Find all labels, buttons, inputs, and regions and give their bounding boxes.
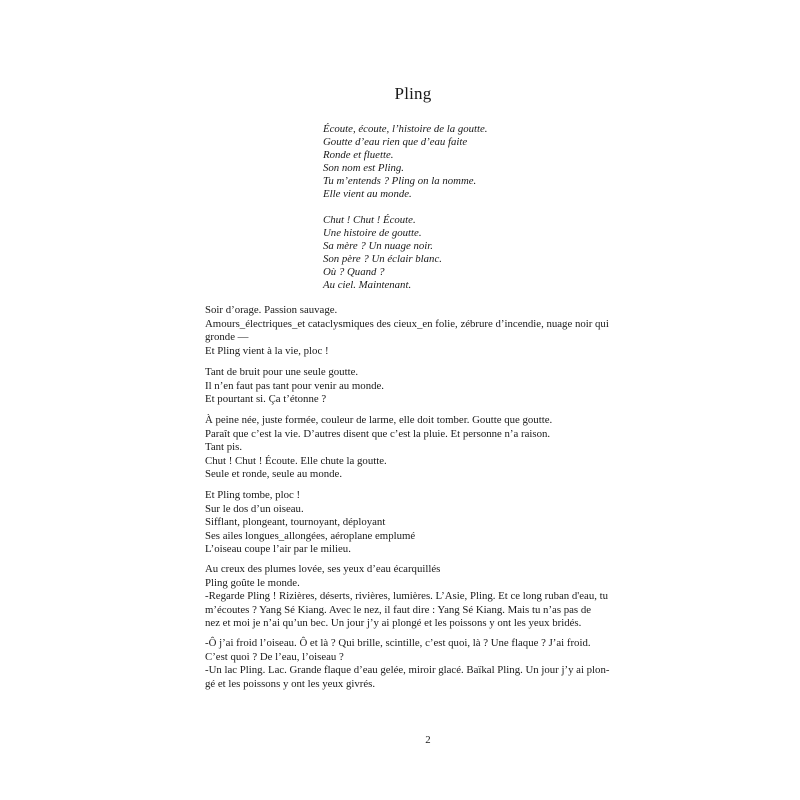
prose-line: Tant pis.	[205, 441, 243, 453]
prose-line: Seule et ronde, seule au monde.	[205, 468, 343, 480]
poem-line: Une histoire de goutte.	[323, 227, 422, 240]
paragraph-4	[205, 489, 635, 557]
prose-line: À peine née, juste formée, couleur de larme, elle doit tomber. Goutte que goutte.	[205, 414, 553, 426]
prose-line: Sifflant, plongeant, tournoyant, déployant	[205, 516, 386, 528]
prose-line: Et pourtant si. Ça t’étonne ?	[205, 393, 327, 405]
prose-line: nez et moi je n’ai qu’un bec. Un jour j’y ai plongé et les poissons y ont les yeux bridés.	[205, 617, 582, 629]
poem-line: Où ? Quand ?	[323, 266, 385, 279]
poem-line: Écoute, écoute, l’histoire de la goutte.	[323, 123, 488, 135]
poem-line: Tu m’entends ? Pling on la nomme.	[323, 175, 477, 188]
paragraph-1	[205, 304, 635, 358]
poem-line: Goutte d’eau rien que d’eau faite	[323, 136, 468, 149]
prose-line: Il n’en faut pas tant pour venir au monde.	[205, 379, 384, 392]
prose-line: Sur le dos d’un oiseau.	[205, 502, 304, 515]
paragraph-3	[205, 414, 635, 482]
prose-line: Amours_électriques_et cataclysmiques des cieux_en folie, zébrure d’incendie, nuage noir qui	[205, 317, 609, 330]
prose-line: Tant de bruit pour une seule goutte.	[205, 366, 359, 378]
prose-line: Soir d’orage. Passion sauvage.	[205, 304, 338, 316]
prose-line: -Ô j’ai froid l’oiseau. Ô et là ? Qui brille, scintille, c’est quoi, là ? Une flaque ? J’ai froid.	[205, 637, 591, 649]
prose-line: Chut ! Chut ! Écoute. Elle chute la goutte.	[205, 454, 387, 467]
prose-line: L’oiseau coupe l’air par le milieu.	[205, 543, 351, 555]
prose-line: Et Pling tombe, ploc !	[205, 489, 301, 501]
prose-line: -Regarde Pling ! Rizières, déserts, rivières, lumières. L’Asie, Pling. Et ce long ruban d'eau, tu	[205, 590, 609, 602]
poem-line: Son nom est Pling.	[323, 162, 404, 175]
poem-stanza-1	[323, 123, 623, 202]
prose-line: Paraît que c’est la vie. D’autres disent que c’est la pluie. Et personne n’a raison.	[205, 427, 551, 440]
page-title: Pling	[394, 84, 432, 103]
paragraph-6	[205, 637, 635, 691]
prose-line: Et Pling vient à la vie, ploc !	[205, 344, 329, 357]
prose-line: m’écoutes ? Yang Sé Kiang. Avec le nez, il faut dire : Yang Sé Kiang. Mais tu n’as pas de	[205, 603, 592, 616]
prose-line: gé et les poissons y ont les yeux givrés.	[205, 677, 376, 690]
poem-line: Au ciel. Maintenant.	[323, 279, 412, 292]
prose-line: Ses ailes longues_allongées, aéroplane emplumé	[205, 529, 416, 542]
prose-line: gronde —	[205, 331, 249, 343]
paragraph-2	[205, 366, 635, 407]
prose-line: C’est quoi ? De l’eau, l’oiseau ?	[205, 650, 344, 663]
prose-line: Au creux des plumes lovée, ses yeux d’eau écarquillés	[205, 563, 441, 575]
page-number: 2	[425, 734, 431, 746]
poem-line: Son père ? Un éclair blanc.	[323, 253, 442, 266]
prose-line: Pling goûte le monde.	[205, 576, 300, 589]
poem-stanza-2	[323, 214, 623, 293]
poem-line: Chut ! Chut ! Écoute.	[323, 214, 416, 226]
paragraph-5	[205, 563, 635, 631]
poem-line: Sa mère ? Un nuage noir.	[323, 240, 433, 253]
poem-line: Elle vient au monde.	[323, 188, 412, 201]
prose-line: -Un lac Pling. Lac. Grande flaque d’eau gelée, miroir glacé. Baïkal Pling. Un jour j’y ai plon-	[205, 664, 610, 676]
poem-line: Ronde et fluette.	[323, 149, 394, 162]
